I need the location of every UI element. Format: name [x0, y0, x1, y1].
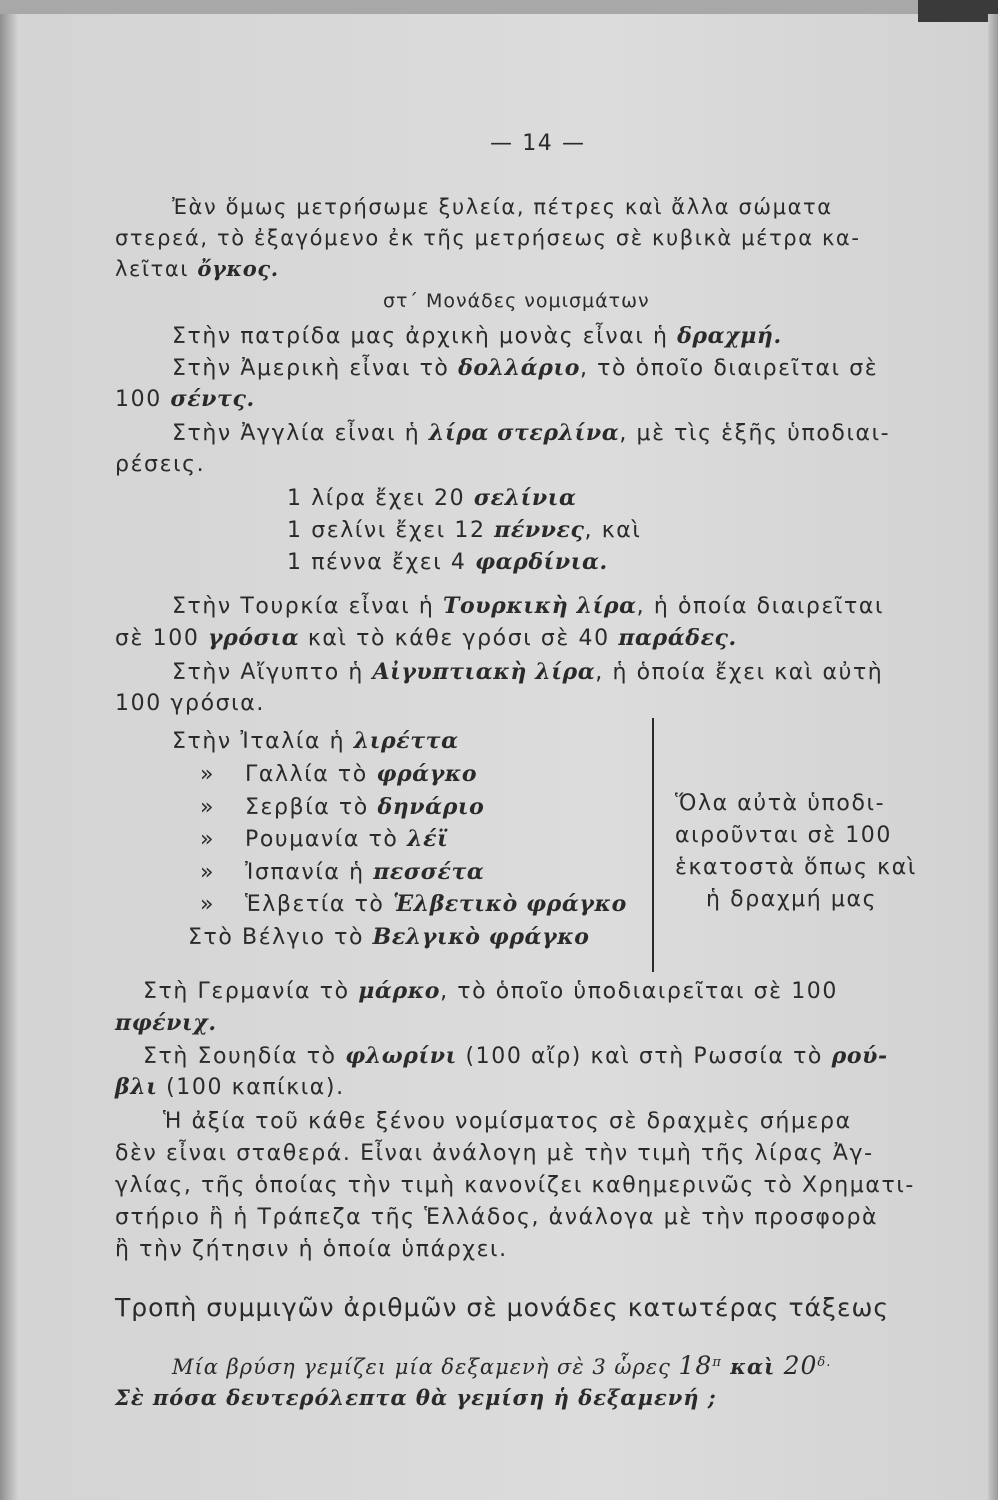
section-title: στ΄ Μονάδες νομισμάτων	[383, 290, 650, 312]
text-run: , ἡ ὁποία ἔχει καὶ αὐτὴ	[595, 660, 884, 685]
currency-term: πέννες	[494, 517, 585, 543]
paragraph-line: δὲν εἶναι σταθερά. Εἶναι ἀνάλογη μὲ τὴν τιμὴ τῆς λίρας Ἀγ-	[115, 1141, 874, 1166]
currency-term: γρόσια	[208, 625, 300, 651]
country-row	[188, 923, 590, 952]
text-run: 18	[678, 1351, 713, 1380]
text-run: Στὴν Αἴγυπτο ἡ	[172, 660, 373, 685]
paragraph-line: στερεά, τὸ ἐξαγόμενο ἐκ τῆς μετρήσεως σὲ κυβικὰ μέτρα κα-	[115, 226, 861, 250]
country-row	[200, 890, 627, 919]
currency-term: σέντς.	[170, 386, 255, 412]
paragraph-line	[172, 658, 883, 687]
paragraph-line	[143, 1042, 888, 1071]
page-top-edge	[0, 0, 998, 14]
subdivision-line	[287, 516, 641, 545]
country-row	[172, 727, 459, 756]
currency-term: Τουρκικὴ λίρα	[442, 593, 637, 619]
paragraph-line	[115, 255, 279, 283]
currency-term: μάρκο	[358, 978, 441, 1004]
paragraph-line	[172, 322, 782, 351]
text-run: Στὴν Τουρκία εἶναι ἡ	[172, 594, 443, 619]
vertical-divider	[652, 718, 654, 972]
paragraph-line	[172, 354, 878, 383]
currency-term: σελίνια	[473, 485, 577, 511]
text-run: Ἑλβετία τὸ	[245, 892, 394, 917]
text-run: Σερβία τὸ	[245, 795, 378, 820]
subdivision-line	[287, 548, 608, 577]
note-line: αιροῦνται σὲ 100	[675, 823, 892, 848]
text-run: 1 πέννα ἔχει 4	[287, 550, 476, 575]
paragraph-line: ἢ τὴν ζήτησιν ἡ ὁποία ὑπάρχει.	[115, 1237, 508, 1262]
text-run: Στὴν πατρίδα μας ἀρχικὴ μονὰς εἶναι ἡ	[172, 324, 678, 349]
text-run: 100	[115, 387, 171, 412]
text-run: Στὴν Ἀγγλία εἶναι ἡ	[172, 421, 429, 446]
ditto-mark: »	[200, 892, 216, 917]
paragraph-line	[115, 1009, 217, 1038]
paragraph-line	[143, 977, 838, 1006]
text-run: σὲ 100	[115, 626, 209, 651]
text-run: Στὴν Ἀμερικὴ εἶναι τὸ	[172, 356, 459, 381]
text-run: 1 σελίνι ἔχει 12	[287, 518, 495, 543]
text-run: Στὴ Γερμανία τὸ	[143, 979, 359, 1004]
currency-term: Ἑλβετικὸ φράγκο	[393, 891, 627, 917]
currency-term: δραχμή.	[677, 323, 782, 349]
currency-term: δολλάριο	[458, 355, 580, 381]
page-number: — 14 —	[490, 131, 586, 156]
text-run: Ἰσπανία ἡ	[245, 860, 374, 885]
currency-term: φλωρίνι	[345, 1043, 457, 1069]
country-row	[200, 858, 484, 887]
currency-term: πεσσέτα	[373, 859, 485, 885]
text-run: καὶ	[721, 1354, 784, 1379]
country-row	[200, 825, 448, 854]
superscript: δ.	[817, 1355, 832, 1370]
paragraph-line	[115, 1073, 345, 1102]
ditto-mark: »	[200, 762, 216, 787]
page-right-edge	[988, 14, 998, 1500]
currency-term: βλι	[115, 1074, 158, 1100]
text-run: , τὸ ὁποῖο ὑποδιαιρεῖται σὲ 100	[440, 979, 838, 1004]
paragraph-line: γλίας, τῆς ὁποίας τὴν τιμὴ κανονίζει καθημερινῶς τὸ Χρηματι-	[115, 1173, 915, 1198]
paragraph-line	[115, 624, 737, 653]
paragraph-line	[172, 419, 890, 448]
text-run: 20	[783, 1351, 818, 1380]
text-run: Ρουμανία τὸ	[245, 827, 408, 852]
subdivision-line	[287, 484, 577, 513]
text-run: , μὲ τὶς ἑξῆς ὑποδιαι-	[619, 421, 891, 446]
text-run: Στὸ Βέλγιο τὸ	[188, 925, 373, 950]
text-run: 1 λίρα ἔχει 20	[287, 486, 474, 511]
text-run: (100 αἴρ) καὶ στὴ Ρωσσία τὸ	[456, 1044, 832, 1069]
currency-term: παράδες.	[618, 625, 737, 651]
term: ὄγκος.	[197, 256, 279, 281]
currency-term: φαρδίνια.	[475, 549, 608, 575]
country-row	[200, 793, 484, 822]
note-line: ἡ δραχμή μας	[706, 887, 878, 912]
paragraph-line: Ἐὰν ὅμως μετρήσωμε ξυλεία, πέτρες καὶ ἄλλα σώματα	[172, 195, 833, 219]
currency-term: λέϊ	[407, 826, 449, 852]
text-run: (100 καπίκια).	[157, 1075, 345, 1100]
paragraph-line	[115, 385, 255, 414]
text-run: Γαλλία τὸ	[245, 762, 377, 787]
problem-line	[172, 1349, 831, 1381]
text-run: Στὴ Σουηδία τὸ	[143, 1044, 346, 1069]
text-run: Μία βρύση γεμίζει μία δεξαμενὴ σὲ 3 ὧρες	[172, 1355, 679, 1379]
ditto-mark: »	[200, 795, 216, 820]
problem-line: Σὲ πόσα δευτερόλεπτα θὰ γεμίση ἡ δεξαμενή ;	[115, 1385, 717, 1410]
paragraph-line: ρέσεις.	[115, 452, 206, 477]
text-run: καὶ τὸ κάθε γρόσι σὲ 40	[299, 626, 619, 651]
paragraph-line	[172, 592, 884, 621]
text-run: , τὸ ὁποῖο διαιρεῖται σὲ	[579, 356, 879, 381]
note-line: ἑκατοστὰ ὅπως καὶ	[675, 855, 917, 880]
text-run: , καὶ	[584, 518, 642, 543]
currency-term: λιρέττα	[353, 728, 459, 754]
text-run: Στὴν Ἰταλία ἡ	[172, 729, 354, 754]
currency-term: πφένιχ.	[115, 1010, 217, 1036]
section-heading: Τροπὴ συμμιγῶν ἀριθμῶν σὲ μονάδες κατωτέρας τάξεως	[115, 1293, 890, 1322]
country-row	[200, 760, 477, 789]
ditto-mark: »	[200, 860, 216, 885]
currency-term: δηνάριο	[377, 794, 485, 820]
currency-term: Βελγικὸ φράγκο	[372, 924, 590, 950]
text-run: , ἡ ὁποία διαιρεῖται	[636, 594, 885, 619]
paragraph-line: στήριο ἢ ἡ Τράπεζα τῆς Ἑλλάδος, ἀνάλογα μὲ τὴν προσφορὰ	[115, 1205, 879, 1230]
text-run: λεῖται	[115, 257, 198, 281]
paragraph-line: 100 γρόσια.	[115, 691, 265, 716]
currency-term: λίρα στερλίνα	[428, 420, 620, 446]
superscript: π	[712, 1355, 722, 1370]
ditto-mark: »	[200, 827, 216, 852]
note-line: Ὅλα αὐτὰ ὑποδι-	[675, 791, 886, 816]
currency-term: ρού-	[831, 1043, 888, 1069]
currency-term: φράγκο	[376, 761, 478, 787]
page-corner-shadow	[918, 0, 998, 22]
paragraph-line: Ἡ ἀξία τοῦ κάθε ξένου νομίσματος σὲ δραχμὲς σήμερα	[163, 1109, 852, 1134]
currency-term: Αἰγυπτιακὴ λίρα	[372, 659, 596, 685]
